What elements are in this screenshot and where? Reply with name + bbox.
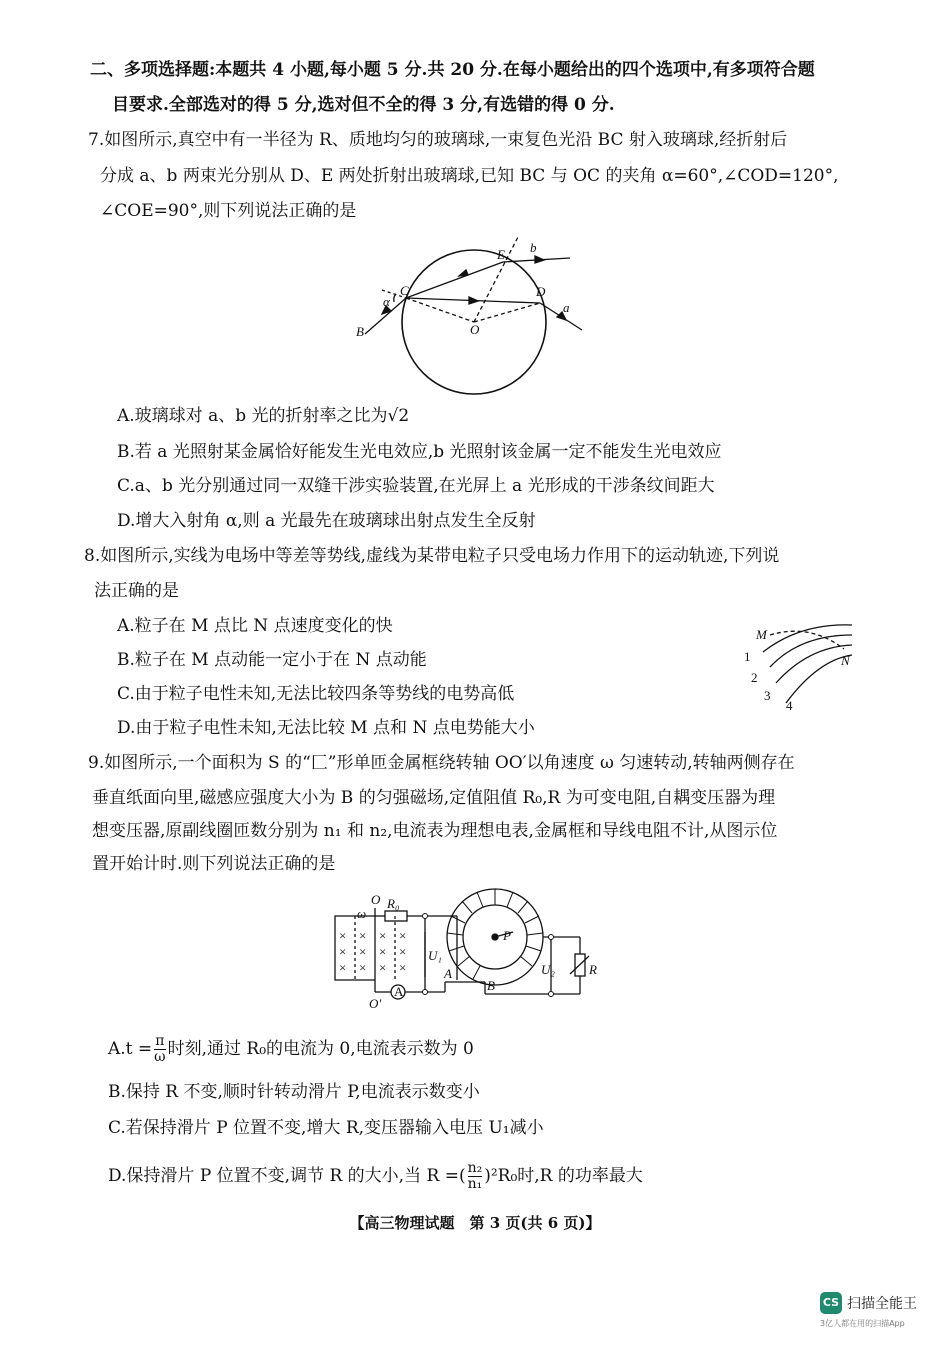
frac-pi: π (155, 1033, 165, 1049)
label-axis-O-prime: O′ (369, 996, 382, 1011)
label-line-2: 2 (751, 670, 758, 685)
frac-n1: n₁ (467, 1176, 483, 1192)
label-R0: R₀ (387, 896, 400, 911)
scanner-logo-icon: CS (820, 1292, 842, 1314)
label-R: R (589, 962, 597, 977)
radius-od (474, 303, 540, 322)
q9-stem-line3: 想变压器,原副线圈匝数分别为 n₁ 和 n₂,电流表为理想电表,金属框和导线电阻不计,从图示位 (92, 821, 778, 841)
q9-option-d-pre: D.保持滑片 P 位置不变,调节 R 的大小,当 R =( (108, 1166, 466, 1186)
label-A-terminal: A (444, 966, 452, 981)
magnetic-field-crosses (339, 928, 406, 975)
ray-c-e (406, 262, 503, 298)
svg-text:×: × (359, 960, 367, 975)
q9-option-c: C.若保持滑片 P 位置不变,增大 R,变压器输入电压 U₁减小 (108, 1118, 544, 1138)
scanner-tagline: 3亿人都在用的扫描App (820, 1319, 905, 1328)
ray-b-arrow (535, 256, 544, 263)
label-axis-O: O (371, 892, 381, 907)
q7-stem-line1: 7.如图所示,真空中有一半径为 R、质地均匀的玻璃球,一束复色光沿 BC 射入玻璃球,经折射后 (88, 130, 788, 150)
svg-text:×: × (399, 960, 407, 975)
q7-option-c: C.a、b 光分别通过同一双缝干涉实验装置,在光屏上 a 光形成的干涉条纹间距大 (117, 476, 715, 496)
svg-text:×: × (379, 960, 387, 975)
resistor-r0 (385, 911, 407, 921)
label-M: M (756, 627, 767, 642)
svg-text:×: × (339, 960, 347, 975)
scanner-name: 扫描全能王 (847, 1296, 917, 1312)
section-header-line1: 二、多项选择题:本题共 4 小题,每小题 5 分.共 20 分.在每小题给出的四个选项中,有多项符合题 (90, 60, 815, 80)
q9-stem-line2: 垂直纸面向里,磁感应强度大小为 B 的匀强磁场,定值阻值 R₀,R 为可变电阻,自耦变压器为理 (92, 788, 776, 808)
svg-text:×: × (399, 928, 407, 943)
q8-stem-line2: 法正确的是 (94, 581, 179, 601)
q9-stem-line4: 置开始计时.则下列说法正确的是 (92, 854, 336, 874)
label-U2: U₂ (541, 962, 555, 977)
svg-text:×: × (339, 944, 347, 959)
q9-option-d-fraction (468, 1161, 483, 1192)
q7-option-b: B.若 a 光照射某金属恰好能发生光电效应,b 光照射该金属一定不能发生光电效应 (117, 442, 722, 462)
label-O: O (470, 322, 480, 337)
section-header-line2: 目要求.全部选对的得 5 分,选对但不全的得 3 分,有选错的得 0 分. (112, 95, 615, 115)
q9-option-a-fraction (154, 1034, 165, 1065)
label-line-1: 1 (744, 649, 751, 664)
q9-option-a (108, 1032, 474, 1066)
label-line-4: 4 (786, 698, 793, 713)
q8-option-c: C.由于粒子电性未知,无法比较四条等势线的电势高低 (117, 684, 515, 704)
label-B: B (356, 324, 364, 339)
svg-text:×: × (399, 944, 407, 959)
label-a: a (563, 300, 570, 315)
frac-omega: ω (154, 1049, 166, 1065)
label-P: P (503, 928, 511, 943)
q9-option-d-post: )²R₀时,R 的功率最大 (484, 1166, 643, 1186)
q9-stem-line1: 9.如图所示,一个面积为 S 的“匚”形单匝金属框绕转轴 OO′以角速度 ω 匀速转动,转轴两侧存在 (88, 753, 795, 773)
label-D: D (536, 284, 546, 299)
label-E: E (497, 247, 505, 262)
label-C: C (400, 283, 409, 298)
svg-text:×: × (379, 928, 387, 943)
q7-option-d: D.增大入射角 α,则 a 光最先在玻璃球出射点发生全反射 (117, 511, 536, 531)
slider-pivot (492, 934, 498, 940)
ray-c-e-arrow (459, 270, 468, 276)
angle-alpha-arc (394, 294, 396, 302)
q8-option-a: A.粒子在 M 点比 N 点速度变化的快 (117, 616, 393, 636)
q8-stem-line1: 8.如图所示,实线为电场中等差等势线,虚线为某带电粒子只受电场力作用下的运动轨迹,下列说 (84, 546, 780, 566)
q7-glass-sphere-figure (345, 232, 595, 397)
q9-option-a-post: 时刻,通过 R₀的电流为 0,电流表示数为 0 (167, 1039, 474, 1059)
q8-equipotential-figure (740, 605, 860, 715)
label-N: N (841, 653, 850, 668)
label-alpha: α (383, 294, 390, 309)
svg-text:×: × (359, 928, 367, 943)
ray-c-d-arrow (469, 297, 478, 304)
frac-n2: n₂ (467, 1160, 483, 1176)
q9-circuit-figure (325, 882, 605, 1012)
label-line-3: 3 (764, 688, 771, 703)
svg-text:×: × (339, 928, 347, 943)
q7-stem-line2: 分成 a、b 两束光分别从 D、E 两处折射出玻璃球,已知 BC 与 OC 的夹角 α=60°,∠COD=120°, (100, 166, 839, 186)
label-ammeter: A (394, 984, 404, 999)
scanner-watermark (820, 1290, 940, 1330)
label-omega: ω (357, 906, 367, 921)
q8-option-b: B.粒子在 M 点动能一定小于在 N 点动能 (117, 650, 427, 670)
svg-text:×: × (379, 944, 387, 959)
page-footer: 【高三物理试题 第 3 页(共 6 页)】 (349, 1214, 601, 1232)
label-b: b (530, 240, 537, 255)
label-U1: U₁ (428, 948, 442, 963)
equipotential-line-1 (763, 625, 852, 652)
q7-option-a: A.玻璃球对 a、b 光的折射率之比为√2 (117, 406, 410, 426)
q9-option-b: B.保持 R 不变,顺时针转动滑片 P,电流表示数变小 (108, 1082, 480, 1102)
svg-text:×: × (359, 944, 367, 959)
q9-option-d (108, 1158, 643, 1194)
q9-option-a-pre: A.t = (108, 1039, 153, 1059)
q8-option-d: D.由于粒子电性未知,无法比较 M 点和 N 点电势能大小 (117, 718, 535, 738)
label-B-terminal: B (487, 978, 495, 993)
q7-stem-line3: ∠COE=90°,则下列说法正确的是 (100, 201, 357, 221)
radius-oc (406, 298, 474, 322)
